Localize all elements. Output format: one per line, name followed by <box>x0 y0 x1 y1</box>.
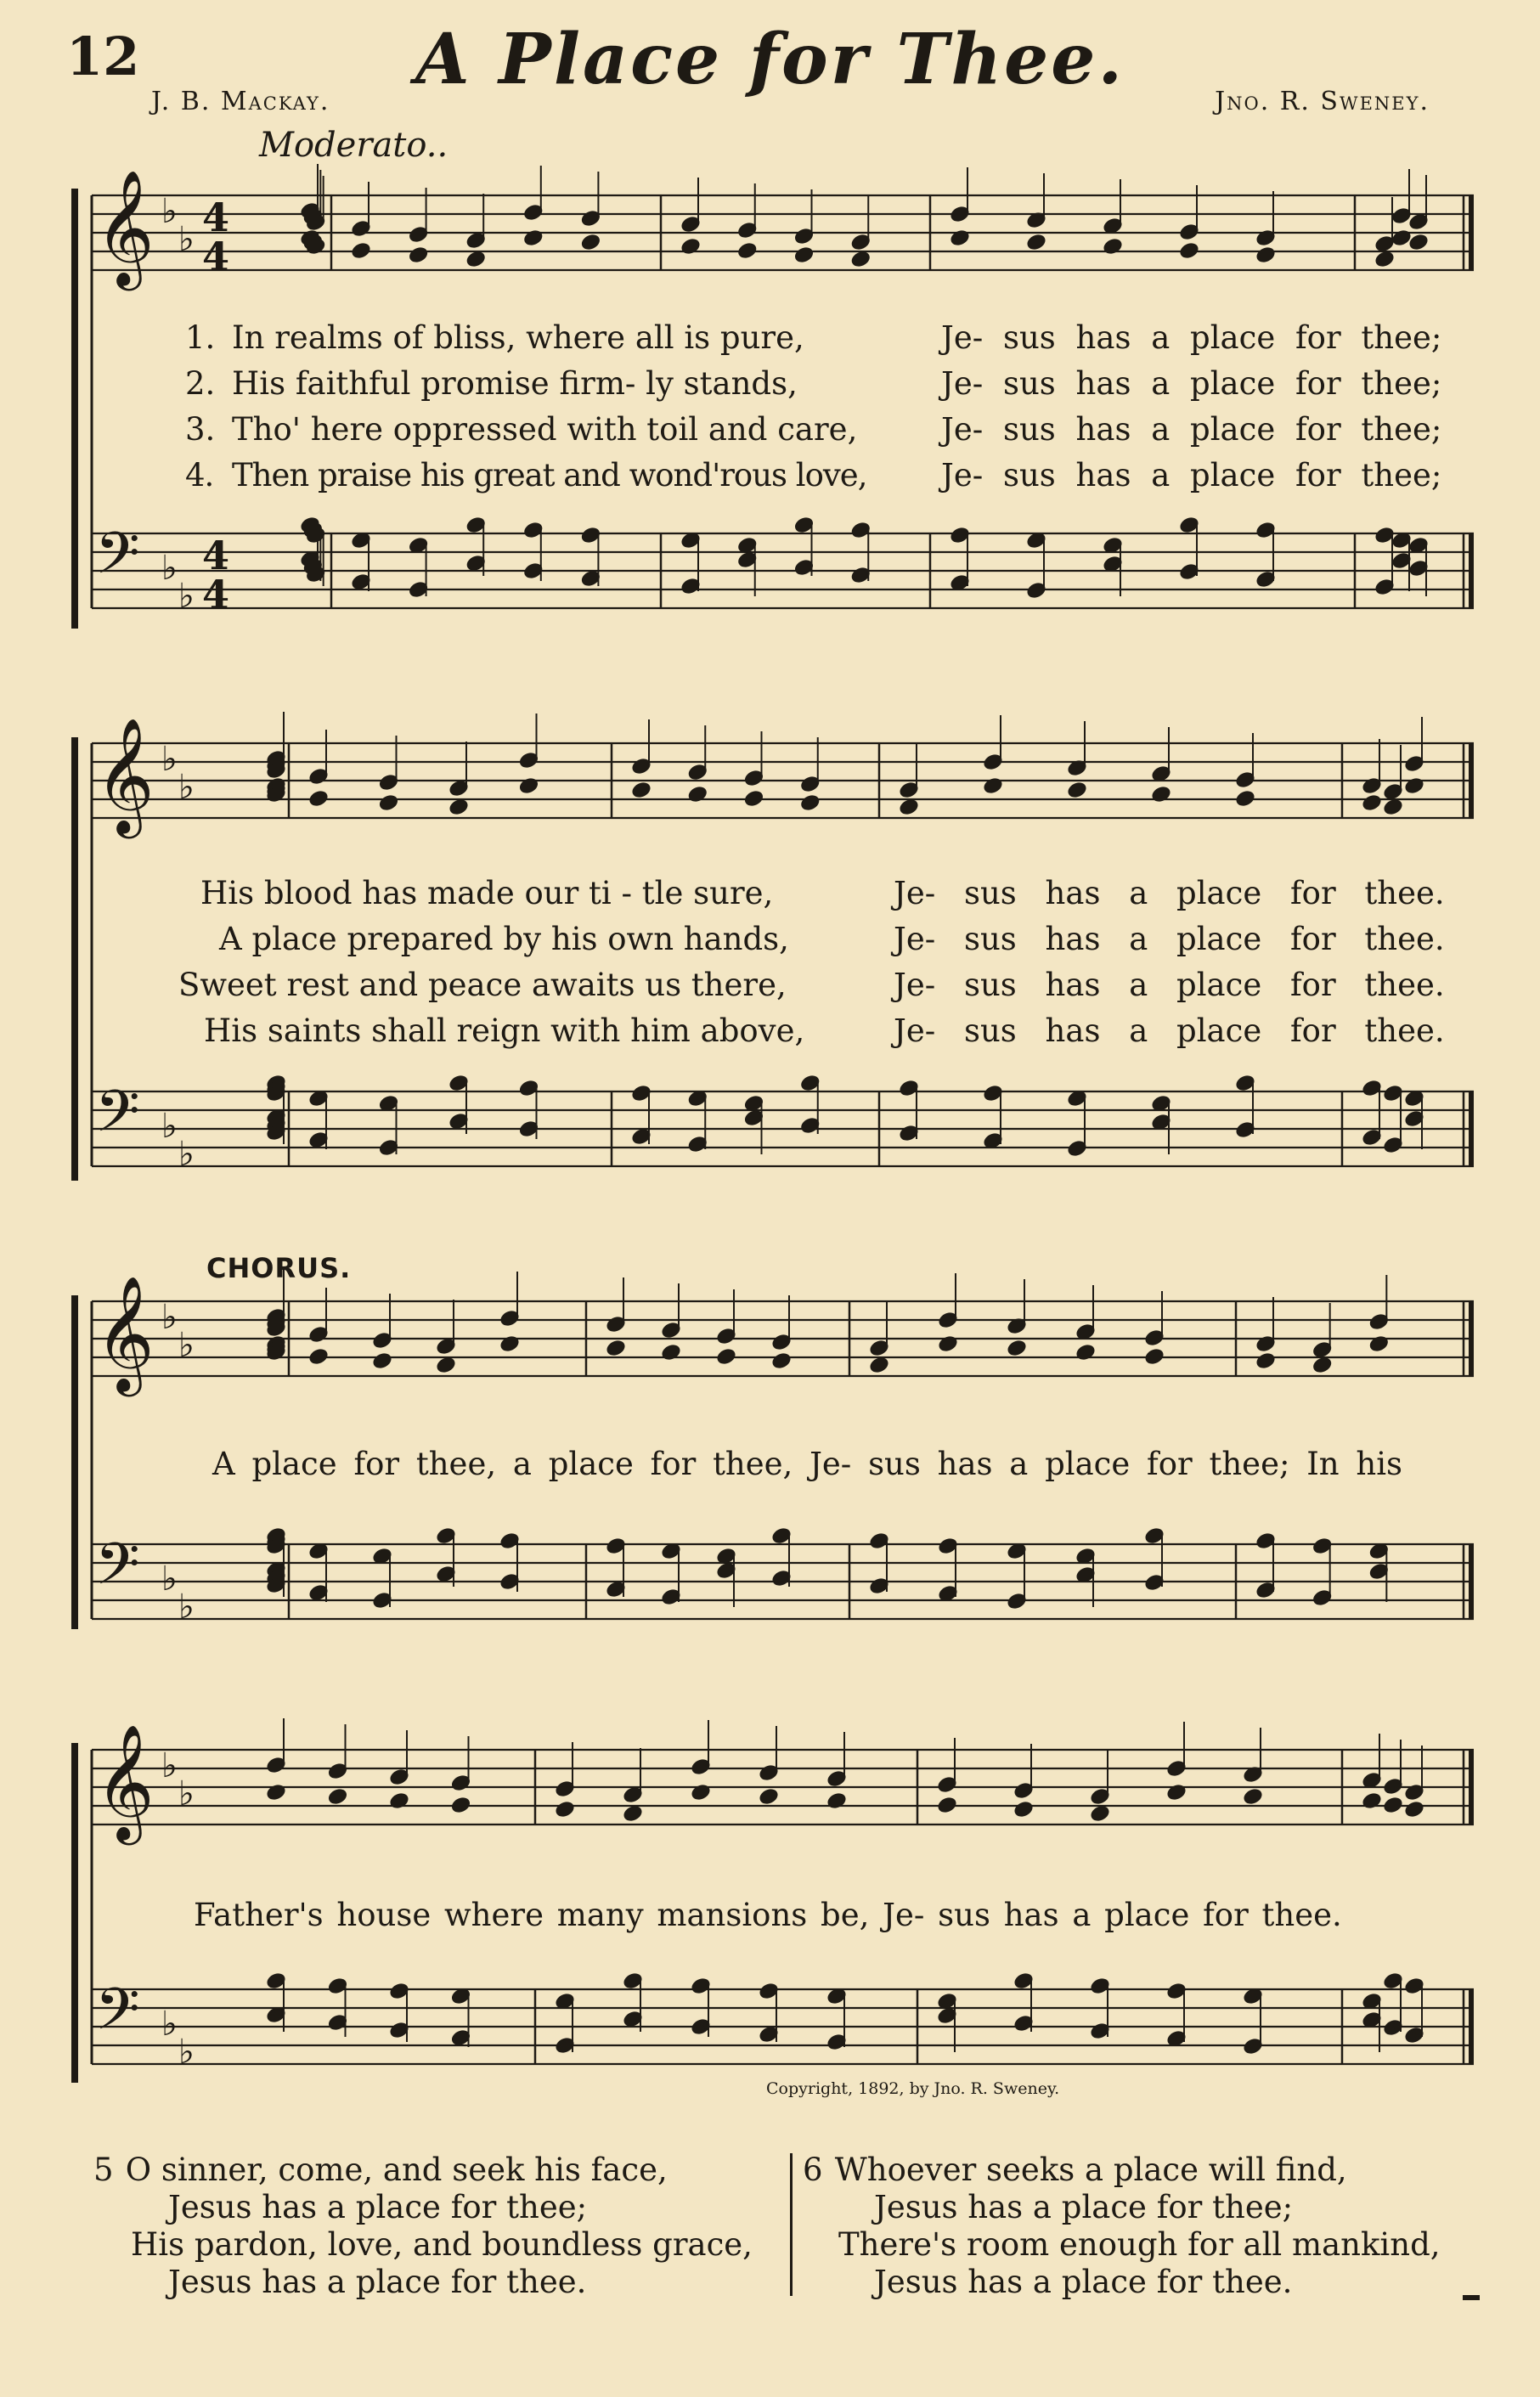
key-signature-flat: ♭ <box>161 1107 178 1146</box>
verse-4-refrain-2: Je- sus has a place for thee. <box>894 1012 1445 1049</box>
key-signature-flat: ♭ <box>161 549 178 588</box>
verse-1-line-1: 1. In realms of bliss, where all is pure, <box>185 319 804 356</box>
stanza-divider <box>790 2153 793 2296</box>
key-signature-flat: ♭ <box>161 192 178 231</box>
note-head <box>1403 1799 1426 1819</box>
key-signature-flat: ♭ <box>178 220 195 259</box>
chorus-line-1: A place for thee, a place for thee, Je- sus has a place for thee; In his <box>212 1446 1403 1482</box>
treble-clef-symbol: 𝄞 <box>95 716 155 833</box>
note-head <box>758 1786 781 1807</box>
verse-2-refrain-2: Je- sus has a place for thee. <box>894 921 1445 957</box>
verse-2-line-1: 2. His faithful promise firm- ly stands, <box>185 365 798 402</box>
page-number: 12 <box>66 25 140 87</box>
bass-clef-symbol: 𝄢 <box>95 521 140 601</box>
key-signature-flat: ♭ <box>161 1559 178 1599</box>
key-signature-flat: ♭ <box>178 1588 195 1627</box>
note-head <box>1165 1782 1188 1802</box>
verse-2-line-2: A place prepared by his own hands, <box>219 921 789 957</box>
time-signature-top: 4 <box>202 533 230 578</box>
author-credit: J. B. Mackay. <box>151 87 330 116</box>
note-head <box>326 1786 349 1807</box>
system-4-brace <box>71 1743 78 2083</box>
key-signature-flat: ♭ <box>161 740 178 779</box>
note-head <box>1361 1791 1384 1811</box>
time-signature-bottom: 4 <box>202 572 230 618</box>
note-head <box>1013 1799 1035 1819</box>
key-signature-flat: ♭ <box>161 1298 178 1337</box>
verse-4-refrain-1: Je- sus has a place for thee; <box>941 457 1442 494</box>
verse-4-line-1: 4. Then praise his great and wond'rous love, <box>185 457 867 494</box>
bass-clef-symbol: 𝄢 <box>95 1977 140 2057</box>
chorus-label: CHORUS. <box>206 1252 352 1284</box>
verse-3-refrain-2: Je- sus has a place for thee. <box>894 967 1445 1003</box>
note-head <box>554 1799 577 1819</box>
verse-1-refrain-2: Je- sus has a place for thee. <box>894 875 1445 911</box>
verse-3-line-1: 3. Tho' here oppressed with toil and care, <box>185 411 858 448</box>
key-signature-flat: ♭ <box>178 1326 195 1365</box>
key-signature-flat: ♭ <box>161 1746 178 1785</box>
key-signature-flat: ♭ <box>178 768 195 807</box>
verse-1-refrain-1: Je- sus has a place for thee; <box>941 319 1442 356</box>
verse-1-line-2: His blood has made our ti - tle sure, <box>200 875 774 911</box>
hymn-title: A Place for Thee. <box>415 19 1125 100</box>
treble-clef-symbol: 𝄞 <box>95 1274 155 1391</box>
note-head <box>936 1795 959 1815</box>
bass-clef-symbol: 𝄢 <box>95 1079 140 1159</box>
verse-3-line-2: Sweet rest and peace awaits us there, <box>178 967 787 1003</box>
tempo-marking: Moderato.. <box>259 126 448 165</box>
verse-4-line-2: His saints shall reign with him above, <box>204 1012 805 1049</box>
key-signature-flat: ♭ <box>161 2005 178 2044</box>
stanza-6: 6 Whoever seeks a place will find, Jesus has a place for thee; There's room enough for all mankind, Jesus has a place for thee. <box>803 2152 1441 2300</box>
bass-clef-symbol: 𝄢 <box>95 1531 140 1612</box>
note-head <box>265 1782 288 1802</box>
note-head <box>826 1791 849 1811</box>
verse-2-refrain-1: Je- sus has a place for thee; <box>941 365 1442 402</box>
note-head <box>449 1795 472 1815</box>
composer-credit: Jno. R. Sweney. <box>1215 87 1430 116</box>
key-signature-flat: ♭ <box>178 577 195 616</box>
copyright-notice: Copyright, 1892, by Jno. R. Sweney. <box>766 2079 1060 2098</box>
chorus-line-2: Father's house where many mansions be, Je- sus has a place for thee. <box>194 1897 1342 1933</box>
note-head <box>388 1791 411 1811</box>
stanza-5: 5 O sinner, come, and seek his face, Jesus has a place for thee; His pardon, love, and boundless grace, Jesus has a place for thee. <box>93 2152 753 2300</box>
final-bar-line <box>1469 1750 1474 1825</box>
note-head <box>1382 1795 1405 1815</box>
page-mark <box>1463 2295 1480 2300</box>
key-signature-flat: ♭ <box>178 2033 195 2072</box>
key-signature-flat: ♭ <box>178 1135 195 1174</box>
treble-clef-symbol: 𝄞 <box>95 1723 155 1840</box>
verse-3-refrain-1: Je- sus has a place for thee; <box>941 411 1442 448</box>
final-bar-line <box>1469 1989 1474 2064</box>
note-head <box>1242 1786 1265 1807</box>
note-head <box>690 1782 713 1802</box>
time-signature-top: 4 <box>202 195 230 240</box>
treble-clef-symbol: 𝄞 <box>95 168 155 285</box>
time-signature-bottom: 4 <box>202 234 230 279</box>
key-signature-flat: ♭ <box>178 1774 195 1813</box>
